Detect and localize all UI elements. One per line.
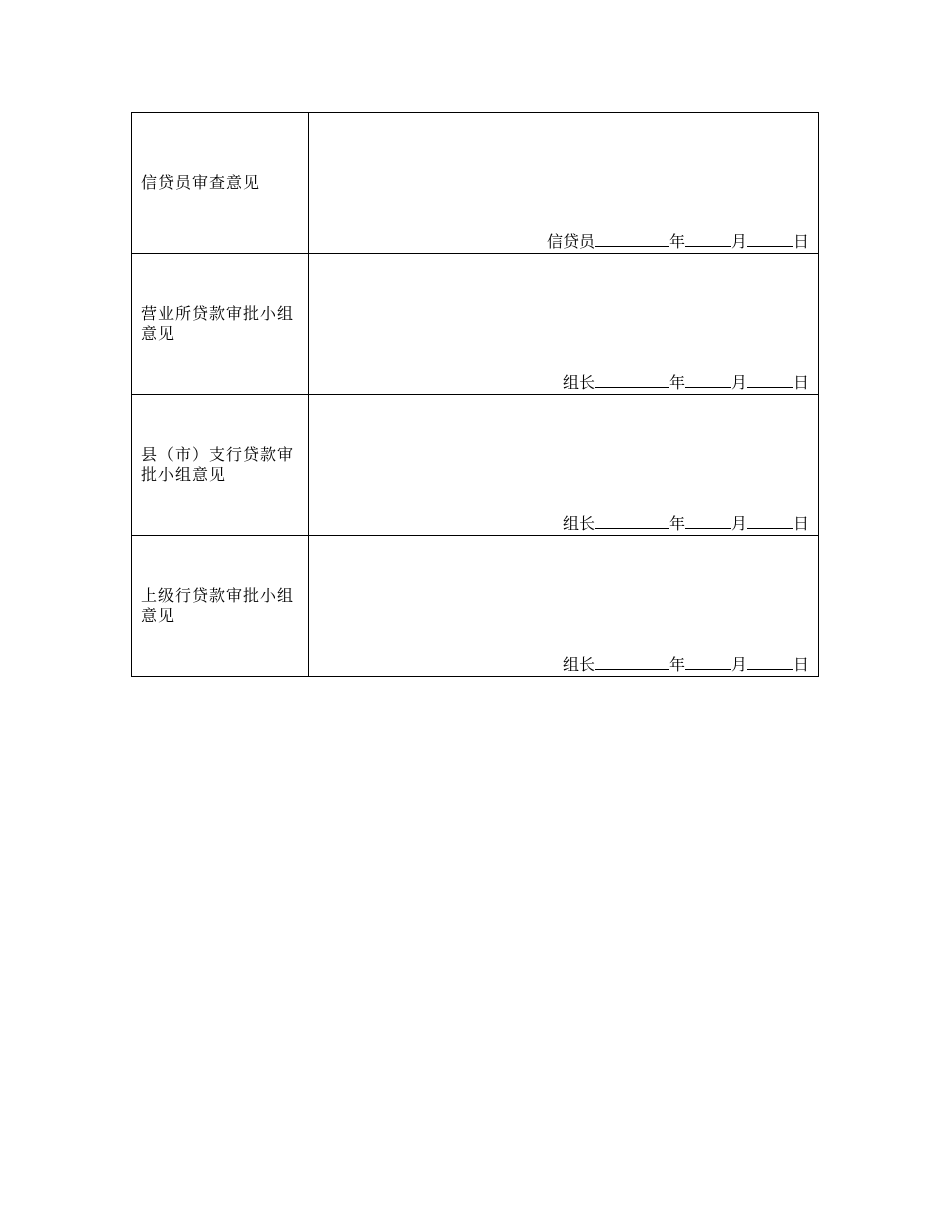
signer-title: 组长 bbox=[562, 514, 595, 533]
row-label-cell bbox=[132, 254, 309, 395]
day-label: 日 bbox=[792, 373, 809, 392]
day-blank[interactable] bbox=[747, 231, 793, 247]
day-label: 日 bbox=[792, 655, 809, 674]
day-blank[interactable] bbox=[747, 513, 793, 529]
signer-name-blank[interactable] bbox=[595, 654, 669, 670]
row-label: 营业所贷款审批小组意见 bbox=[141, 304, 295, 343]
month-blank[interactable] bbox=[685, 654, 731, 670]
signature-line bbox=[563, 654, 809, 675]
month-blank[interactable] bbox=[685, 372, 731, 388]
opinion-field[interactable] bbox=[309, 113, 819, 254]
row-label: 上级行贷款审批小组意见 bbox=[141, 586, 295, 625]
approval-opinion-table bbox=[131, 112, 819, 677]
row-label-cell bbox=[132, 113, 309, 254]
opinion-field[interactable] bbox=[309, 536, 819, 677]
table-row bbox=[132, 395, 819, 536]
row-label: 信贷员审查意见 bbox=[141, 173, 261, 192]
year-label: 年 bbox=[668, 655, 685, 674]
signature-line bbox=[563, 372, 809, 393]
month-blank[interactable] bbox=[685, 513, 731, 529]
signer-name-blank[interactable] bbox=[595, 231, 669, 247]
month-label: 月 bbox=[730, 373, 747, 392]
month-label: 月 bbox=[730, 232, 747, 251]
day-blank[interactable] bbox=[747, 654, 793, 670]
table-row bbox=[132, 536, 819, 677]
month-label: 月 bbox=[730, 514, 747, 533]
signer-title: 组长 bbox=[562, 655, 595, 674]
month-blank[interactable] bbox=[685, 231, 731, 247]
table-row bbox=[132, 113, 819, 254]
opinion-field[interactable] bbox=[309, 395, 819, 536]
signature-line bbox=[547, 231, 809, 252]
signature-line bbox=[563, 513, 809, 534]
row-label-cell bbox=[132, 536, 309, 677]
month-label: 月 bbox=[730, 655, 747, 674]
signer-title: 信贷员 bbox=[546, 232, 595, 251]
day-blank[interactable] bbox=[747, 372, 793, 388]
table-row bbox=[132, 254, 819, 395]
day-label: 日 bbox=[792, 514, 809, 533]
signer-name-blank[interactable] bbox=[595, 513, 669, 529]
year-label: 年 bbox=[668, 514, 685, 533]
signer-name-blank[interactable] bbox=[595, 372, 669, 388]
year-label: 年 bbox=[668, 373, 685, 392]
row-label-cell bbox=[132, 395, 309, 536]
year-label: 年 bbox=[668, 232, 685, 251]
row-label: 县（市）支行贷款审批小组意见 bbox=[141, 445, 295, 484]
signer-title: 组长 bbox=[562, 373, 595, 392]
day-label: 日 bbox=[792, 232, 809, 251]
opinion-field[interactable] bbox=[309, 254, 819, 395]
